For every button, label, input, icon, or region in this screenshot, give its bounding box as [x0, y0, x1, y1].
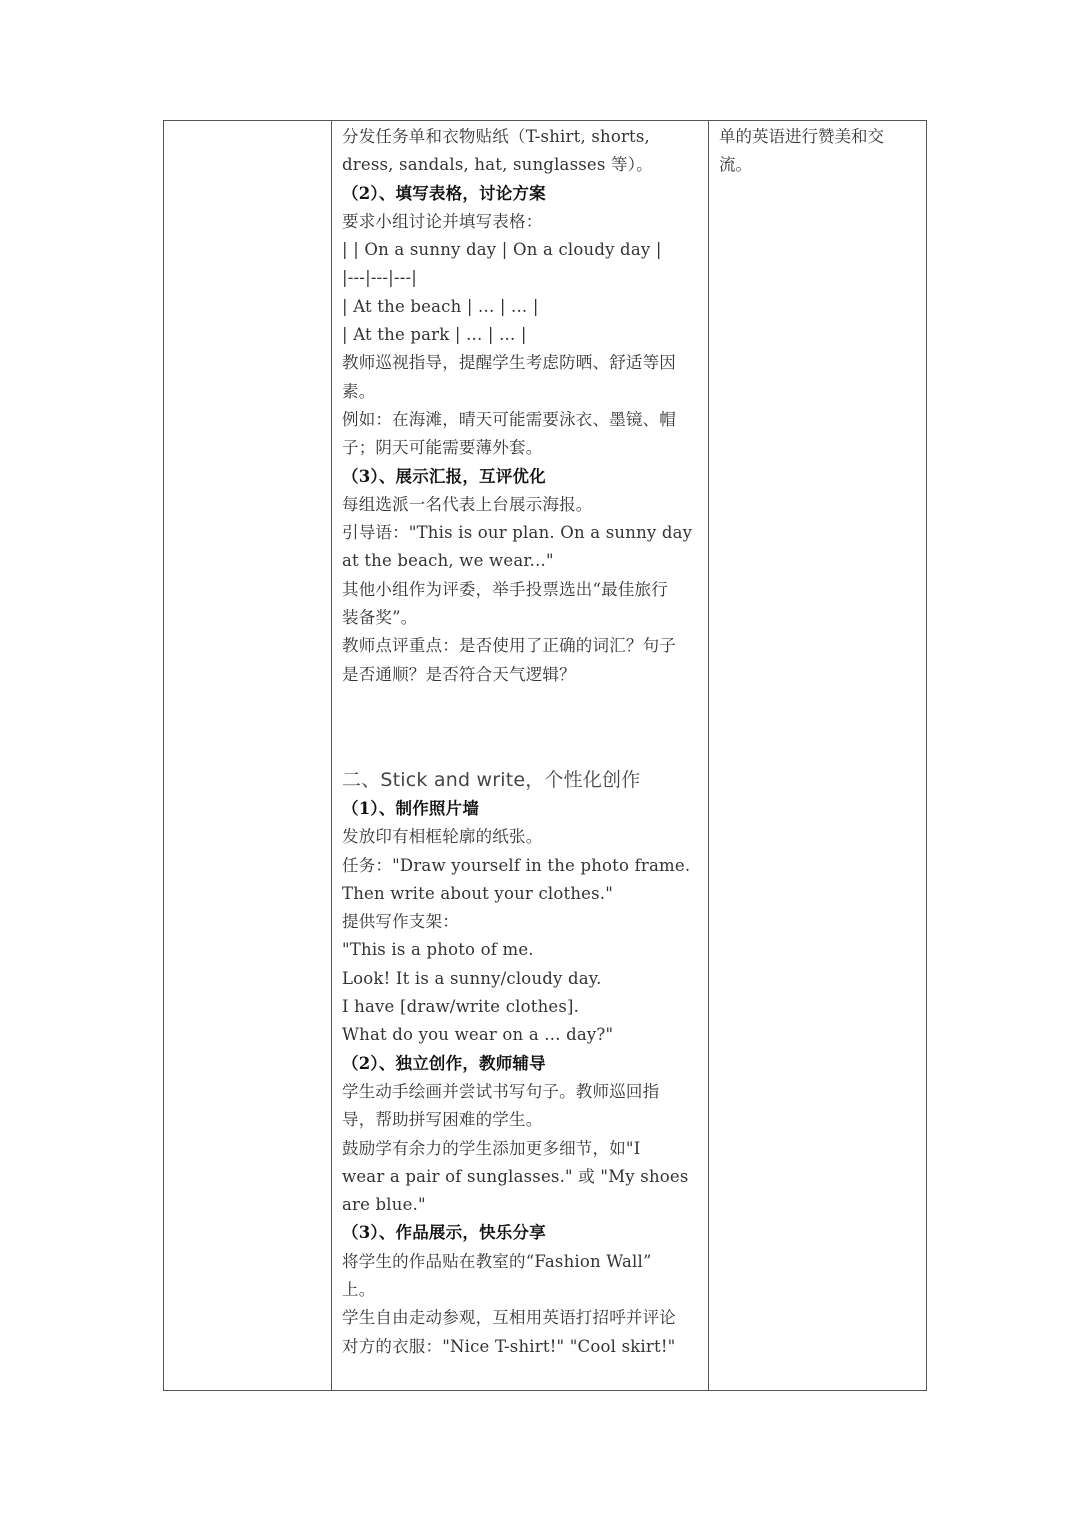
text-line: 素。 — [342, 381, 376, 401]
step-heading: （1）、制作照片墙 — [342, 798, 480, 818]
text-line: 将学生的作品贴在教室的“Fashion Wall” — [342, 1251, 652, 1271]
text-line: Then write about your clothes." — [342, 883, 614, 903]
text-line: 每组选派一名代表上台展示海报。 — [342, 494, 593, 514]
text-line: 引导语："This is our plan. On a sunny day — [342, 523, 693, 543]
activity-text-block — [342, 123, 704, 689]
text-line: 对方的衣服："Nice T-shirt!" "Cool skirt!" — [342, 1336, 676, 1356]
text-line: dress, sandals, hat, sunglasses 等）。 — [342, 155, 653, 175]
text-line: 是否通顺？是否符合天气逻辑？ — [342, 664, 576, 684]
text-line: 要求小组讨论并填写表格： — [342, 211, 543, 231]
text-line: 分发任务单和衣物贴纸（T-shirt, shorts, — [342, 127, 650, 146]
step-heading: （2）、填写表格，讨论方案 — [342, 183, 546, 203]
text-line: 学生动手绘画并尝试书写句子。教师巡回指 — [342, 1081, 660, 1101]
step-heading: （3）、展示汇报，互评优化 — [342, 466, 546, 486]
text-line: 任务："Draw yourself in the photo frame. — [342, 855, 691, 875]
section-title: 二、Stick and write，个性化创作 — [342, 768, 641, 791]
text-line: are blue." — [342, 1195, 426, 1215]
text-line: at the beach, we wear..." — [342, 551, 554, 571]
text-line: 流。 — [719, 155, 752, 175]
column-divider — [708, 121, 709, 1390]
text-line: 上。 — [342, 1279, 376, 1299]
text-line: What do you wear on a ... day?" — [342, 1025, 614, 1045]
lesson-plan-table — [163, 120, 927, 1391]
text-line: Look! It is a sunny/cloudy day. — [342, 968, 602, 988]
activity-column-cell — [342, 123, 704, 1361]
text-line: 鼓励学有余力的学生添加更多细节，如"I — [342, 1138, 641, 1158]
text-line: | At the park | ... | ... | — [342, 325, 527, 345]
text-line: 提供写作支架： — [342, 912, 459, 932]
purpose-column-cell — [719, 123, 919, 180]
text-line: | At the beach | ... | ... | — [342, 296, 539, 316]
text-line: 其他小组作为评委，举手投票选出“最佳旅行 — [342, 579, 668, 599]
purpose-text-block — [719, 123, 919, 180]
text-line: | | On a sunny day | On a cloudy day | — [342, 240, 662, 260]
column-divider — [331, 121, 332, 1390]
text-line: 教师巡视指导，提醒学生考虑防晒、舒适等因 — [342, 353, 676, 373]
text-line: 装备奖”。 — [342, 608, 418, 628]
text-line: I have [draw/write clothes]. — [342, 997, 580, 1017]
text-line: "This is a photo of me. — [342, 940, 534, 960]
step-heading: （3）、作品展示，快乐分享 — [342, 1223, 546, 1243]
text-line: wear a pair of sunglasses." 或 "My shoes — [342, 1166, 689, 1186]
text-line: 学生自由走动参观，互相用英语打招呼并评论 — [342, 1308, 676, 1328]
text-line: 单的英语进行赞美和交 — [719, 127, 884, 146]
text-line: 教师点评重点：是否使用了正确的词汇？句子 — [342, 636, 676, 656]
text-line: 导，帮助拼写困难的学生。 — [342, 1110, 543, 1130]
text-line: 例如：在海滩，晴天可能需要泳衣、墨镜、帽 — [342, 409, 676, 429]
text-line: 子；阴天可能需要薄外套。 — [342, 438, 543, 458]
step-heading: （2）、独立创作，教师辅导 — [342, 1053, 546, 1073]
text-line: |---|---|---| — [342, 268, 418, 288]
text-line: 发放印有相框轮廓的纸张。 — [342, 827, 543, 847]
activity-text-block — [342, 795, 704, 1361]
